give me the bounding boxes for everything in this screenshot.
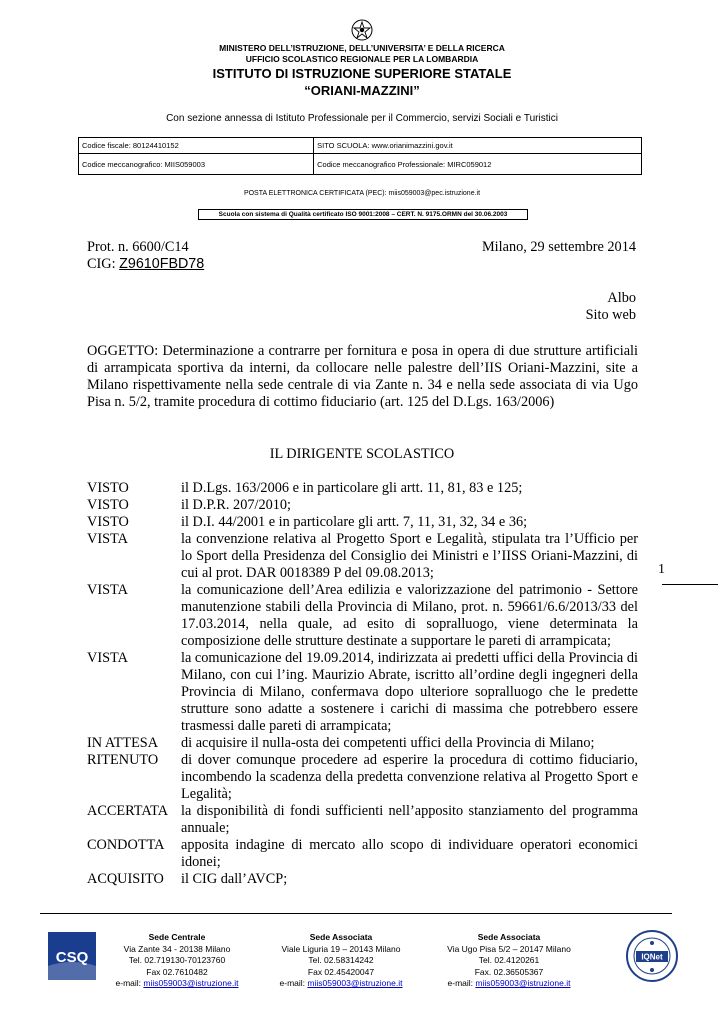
- cig-label: CIG:: [87, 256, 120, 272]
- recital-text: la comunicazione dell’Area edilizia e valorizzazione del patrimonio - Settore manutenzione stabili della Provincia di Milano, prot. n. 59661/6.6/2013/33 del 17.03.2014, nella quale, ad esito di sopralluogo, viene determinata la composizione delle strutture destinate a supportare le pareti di arrampicata;: [181, 582, 638, 649]
- recipient-albo: Albo: [607, 290, 636, 306]
- recital-text: il D.P.R. 207/2010;: [181, 497, 292, 513]
- italian-republic-emblem-icon: [350, 18, 374, 42]
- institute-name: “ORIANI-MAZZINI”: [304, 83, 420, 98]
- recital-key: RITENUTO: [87, 752, 159, 768]
- recital-key: VISTO: [87, 497, 129, 513]
- recital-item: [87, 480, 638, 497]
- mechanographic-code-professional: Codice meccanografico Professionale: MIRC059012: [314, 154, 642, 175]
- recital-text: apposita indagine di mercato allo scopo di individuare operatori economici idonei;: [181, 837, 638, 870]
- recital-text: il D.I. 44/2001 e in particolare gli artt. 7, 11, 31, 32, 34 e 36;: [181, 514, 528, 530]
- recital-item: [87, 803, 638, 837]
- recital-item: [87, 497, 638, 514]
- recipient-website: Sito web: [585, 307, 636, 323]
- school-website: SITO SCUOLA: www.orianimazzini.gov.it: [314, 138, 642, 154]
- sede-email-link[interactable]: miis059003@istruzione.it: [475, 978, 571, 988]
- iqnet-logo: [626, 930, 678, 982]
- cig-code: Z9610FBD78: [119, 256, 205, 272]
- iqnet-logo-text: IQNet: [641, 952, 663, 962]
- signatory-heading: IL DIRIGENTE SCOLASTICO: [269, 446, 455, 462]
- sede-email-link[interactable]: miis059003@istruzione.it: [307, 978, 403, 988]
- recital-key: VISTA: [87, 582, 128, 598]
- csq-logo: [48, 932, 96, 980]
- recital-key: CONDOTTA: [87, 837, 165, 853]
- sede-email-link[interactable]: miis059003@istruzione.it: [143, 978, 239, 988]
- sede-email-label: e-mail:: [115, 978, 144, 988]
- page-number-rule: [662, 584, 718, 585]
- recital-key: VISTO: [87, 480, 129, 496]
- subject-paragraph: OGGETTO: Determinazione a contrarre per fornitura e posa in opera di due strutture artificiali di arrampicata sportiva da interni, da collocare nelle palestre dell’IIS Oriani-Mazzini, site a Milano rispettivamente nella sede centrale di via Zante n. 34 e nella sede associata di via Ugo Pisa n. 5/2, tramite procedura di cottimo fiduciario (art. 125 del D.Lgs. 163/2006): [87, 343, 638, 410]
- sede-phone: Tel. 02.58314242: [308, 955, 374, 965]
- recital-key: VISTA: [87, 531, 128, 547]
- letterhead: [0, 43, 724, 99]
- recital-item: [87, 837, 638, 871]
- sede-title: Sede Associata: [477, 932, 541, 942]
- footer-sede-associata-liguria: [256, 932, 426, 990]
- sede-fax: Fax 02.45420047: [307, 966, 375, 977]
- sede-address: Viale Liguria 19 – 20143 Milano: [281, 943, 401, 954]
- sede-title: Sede Associata: [309, 932, 373, 942]
- sede-email-label: e-mail:: [279, 978, 308, 988]
- sede-address: Via Zante 34 - 20138 Milano: [123, 943, 231, 954]
- recital-key: ACCERTATA: [87, 803, 169, 819]
- sede-title: Sede Centrale: [148, 932, 206, 942]
- institute-title: ISTITUTO DI ISTRUZIONE SUPERIORE STATALE: [212, 66, 512, 81]
- sede-phone: Tel. 02.719130-70123760: [128, 955, 226, 965]
- pec-address: POSTA ELETTRONICA CERTIFICATA (PEC): miis059003@pec.istruzione.it: [243, 190, 481, 197]
- recital-item: [87, 514, 638, 531]
- recital-text: di dover comunque procedere ad esperire la procedura di cottimo fiduciario, incombendo la scadenza della predetta convenzione relativa al Progetto Sport e Legalità;: [181, 752, 638, 802]
- recital-item: [87, 752, 638, 803]
- recital-key: IN ATTESA: [87, 735, 159, 751]
- regional-office: UFFICIO SCOLASTICO REGIONALE PER LA LOMBARDIA: [245, 54, 479, 64]
- recipients: [586, 290, 636, 324]
- recital-text: il CIG dall’AVCP;: [181, 871, 288, 887]
- letter-date: Milano, 29 settembre 2014: [481, 239, 636, 255]
- footer-sede-centrale: [92, 932, 262, 990]
- recital-text: la convenzione relativa al Progetto Sport e Legalità, stipulata tra l’Ufficio per lo Sport della Presidenza del Consiglio dei Ministri e l’IISS Oriani-Mazzini, di cui al prot. DAR 0018389 P del 09.08.2013;: [181, 531, 638, 581]
- sede-phone: Tel. 02.4120261: [478, 955, 540, 965]
- institute-subtitle: Con sezione annessa di Istituto Professionale per il Commercio, servizi Sociali e Turistici: [166, 113, 558, 124]
- recital-item: [87, 871, 638, 888]
- sede-email-line: [256, 978, 426, 990]
- recital-text: la disponibilità di fondi sufficienti nell’apposito stanziamento del programma annuale;: [181, 803, 638, 836]
- sede-fax: Fax. 02.36505367: [474, 966, 544, 977]
- recital-item: [87, 582, 638, 650]
- sede-email-label: e-mail:: [447, 978, 476, 988]
- recital-item: [87, 735, 638, 752]
- sede-email-line: [92, 978, 262, 990]
- ministry-name: MINISTERO DELL’ISTRUZIONE, DELL’UNIVERSITA’ E DELLA RICERCA: [219, 43, 505, 53]
- recital-item: [87, 650, 638, 735]
- sede-address: Via Ugo Pisa 5/2 – 20147 Milano: [447, 943, 571, 954]
- page-number: 1: [658, 562, 665, 577]
- recital-key: ACQUISITO: [87, 871, 164, 887]
- footer-divider: [40, 913, 672, 914]
- cig-line: [87, 256, 204, 273]
- recital-key: VISTO: [87, 514, 129, 530]
- recital-text: la comunicazione del 19.09.2014, indirizzata ai predetti uffici della Provincia di Milano, con cui l’ing. Maurizio Abrate, iscritto all’ordine degli ingegneri della Provincia di Milano, confermava dopo ulteriore sopralluogo che le predette strutture sono adatte a sostenere i carichi di massima che potrebbero essere trasmessi dalle pareti di arrampicata;: [181, 650, 638, 734]
- mechanographic-code: Codice meccanografico: MIIS059003: [79, 154, 314, 175]
- footer-sede-associata-ugo-pisa: [424, 932, 594, 990]
- recital-item: [87, 531, 638, 582]
- recital-text: di acquisire il nulla-osta dei competenti uffici della Provincia di Milano;: [181, 735, 595, 751]
- sede-fax: Fax 02.7610482: [146, 966, 208, 977]
- sede-email-line: [424, 978, 594, 990]
- recital-key: VISTA: [87, 650, 128, 666]
- recitals-list: [87, 480, 638, 888]
- fiscal-code: Codice fiscale: 80124410152: [79, 138, 314, 154]
- quality-certification: Scuola con sistema di Qualità certificato ISO 9001:2008 – CERT. N. 9175.ORMN del 30.06.2003: [198, 209, 528, 220]
- recital-text: il D.Lgs. 163/2006 e in particolare gli artt. 11, 81, 83 e 125;: [181, 480, 523, 496]
- protocol-number: Prot. n. 6600/C14: [87, 239, 189, 255]
- csq-logo-text: CSQ: [55, 949, 89, 966]
- school-codes-table: [78, 137, 642, 175]
